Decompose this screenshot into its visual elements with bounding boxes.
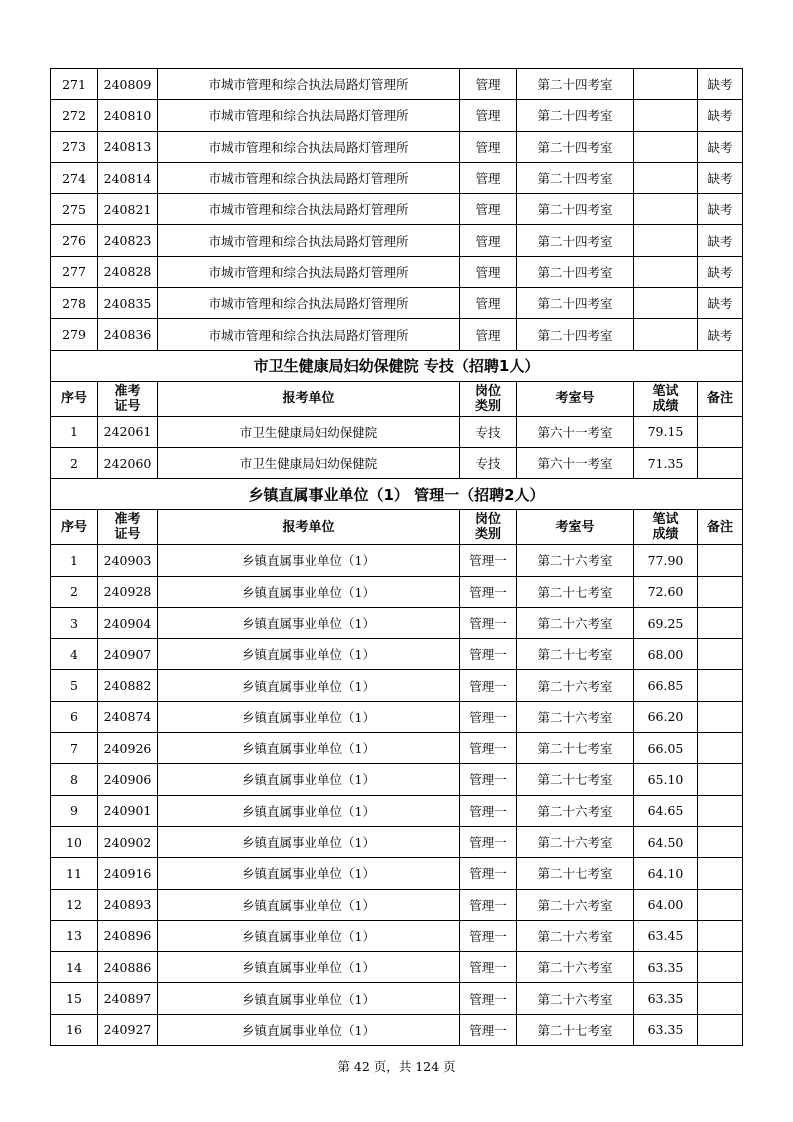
room-cell: 第二十七考室 <box>517 639 634 670</box>
column-header: 报考单位 <box>158 381 460 416</box>
exam-id-cell: 240916 <box>98 858 158 889</box>
unit-cell: 乡镇直属事业单位（1） <box>158 639 460 670</box>
remark-cell <box>698 416 743 447</box>
score-cell <box>634 162 698 193</box>
column-header: 序号 <box>51 510 98 545</box>
exam-id-cell: 240821 <box>98 194 158 225</box>
seq-cell: 14 <box>51 952 98 983</box>
unit-cell: 市城市管理和综合执法局路灯管理所 <box>158 69 460 100</box>
table-row <box>51 194 743 225</box>
room-cell: 第二十六考室 <box>517 952 634 983</box>
room-cell: 第二十四考室 <box>517 162 634 193</box>
table-row <box>51 795 743 826</box>
exam-id-cell: 240906 <box>98 764 158 795</box>
room-cell: 第二十六考室 <box>517 607 634 638</box>
score-cell: 64.00 <box>634 889 698 920</box>
score-cell <box>634 319 698 350</box>
column-header: 笔试 成绩 <box>634 510 698 545</box>
remark-cell: 缺考 <box>698 100 743 131</box>
table-row <box>51 288 743 319</box>
score-cell: 71.35 <box>634 447 698 478</box>
room-cell: 第六十一考室 <box>517 447 634 478</box>
room-cell: 第二十四考室 <box>517 288 634 319</box>
column-header: 考室号 <box>517 381 634 416</box>
score-cell <box>634 225 698 256</box>
remark-cell: 缺考 <box>698 225 743 256</box>
score-cell: 77.90 <box>634 545 698 576</box>
remark-cell <box>698 639 743 670</box>
remark-cell: 缺考 <box>698 131 743 162</box>
page-footer: 第 42 页，共 124 页 <box>337 1059 456 1074</box>
post-type-cell: 管理 <box>460 319 517 350</box>
unit-cell: 乡镇直属事业单位（1） <box>158 607 460 638</box>
remark-cell <box>698 889 743 920</box>
post-type-cell: 管理 <box>460 225 517 256</box>
remark-cell <box>698 733 743 764</box>
unit-cell: 乡镇直属事业单位（1） <box>158 826 460 857</box>
column-header: 考室号 <box>517 510 634 545</box>
unit-cell: 乡镇直属事业单位（1） <box>158 983 460 1014</box>
column-header: 准考 证号 <box>98 510 158 545</box>
score-cell <box>634 256 698 287</box>
score-cell: 66.05 <box>634 733 698 764</box>
remark-cell <box>698 576 743 607</box>
unit-cell: 市城市管理和综合执法局路灯管理所 <box>158 319 460 350</box>
table-row <box>51 1014 743 1045</box>
seq-cell: 278 <box>51 288 98 319</box>
column-header: 备注 <box>698 510 743 545</box>
room-cell: 第二十四考室 <box>517 319 634 350</box>
exam-id-cell: 242060 <box>98 447 158 478</box>
unit-cell: 市卫生健康局妇幼保健院 <box>158 416 460 447</box>
table-row <box>51 639 743 670</box>
score-cell: 64.10 <box>634 858 698 889</box>
column-header: 笔试 成绩 <box>634 381 698 416</box>
score-cell <box>634 69 698 100</box>
post-type-cell: 管理一 <box>460 545 517 576</box>
unit-cell: 乡镇直属事业单位（1） <box>158 795 460 826</box>
room-cell: 第二十六考室 <box>517 920 634 951</box>
unit-cell: 乡镇直属事业单位（1） <box>158 952 460 983</box>
unit-cell: 乡镇直属事业单位（1） <box>158 670 460 701</box>
room-cell: 第二十六考室 <box>517 795 634 826</box>
exam-id-cell: 240882 <box>98 670 158 701</box>
table-row <box>51 983 743 1014</box>
room-cell: 第二十六考室 <box>517 826 634 857</box>
post-type-cell: 管理一 <box>460 701 517 732</box>
room-cell: 第二十四考室 <box>517 225 634 256</box>
section-title-row <box>51 479 743 510</box>
unit-cell: 市城市管理和综合执法局路灯管理所 <box>158 288 460 319</box>
seq-cell: 2 <box>51 447 98 478</box>
exam-id-cell: 242061 <box>98 416 158 447</box>
score-cell: 64.65 <box>634 795 698 826</box>
post-type-cell: 管理一 <box>460 670 517 701</box>
seq-cell: 6 <box>51 701 98 732</box>
remark-cell <box>698 952 743 983</box>
seq-cell: 8 <box>51 764 98 795</box>
exam-id-cell: 240907 <box>98 639 158 670</box>
seq-cell: 272 <box>51 100 98 131</box>
post-type-cell: 管理一 <box>460 858 517 889</box>
table-row <box>51 670 743 701</box>
room-cell: 第二十六考室 <box>517 983 634 1014</box>
room-cell: 第二十四考室 <box>517 256 634 287</box>
column-header: 报考单位 <box>158 510 460 545</box>
remark-cell <box>698 858 743 889</box>
post-type-cell: 管理 <box>460 194 517 225</box>
seq-cell: 5 <box>51 670 98 701</box>
room-cell: 第二十四考室 <box>517 194 634 225</box>
post-type-cell: 管理一 <box>460 983 517 1014</box>
room-cell: 第二十六考室 <box>517 889 634 920</box>
post-type-cell: 管理 <box>460 69 517 100</box>
column-header: 准考 证号 <box>98 381 158 416</box>
table-row <box>51 858 743 889</box>
table-row <box>51 225 743 256</box>
exam-id-cell: 240893 <box>98 889 158 920</box>
score-cell: 63.35 <box>634 952 698 983</box>
post-type-cell: 管理 <box>460 131 517 162</box>
room-cell: 第二十四考室 <box>517 69 634 100</box>
remark-cell <box>698 983 743 1014</box>
remark-cell: 缺考 <box>698 194 743 225</box>
score-cell: 66.20 <box>634 701 698 732</box>
room-cell: 第二十七考室 <box>517 1014 634 1045</box>
results-table-body <box>51 69 743 1046</box>
exam-id-cell: 240813 <box>98 131 158 162</box>
exam-id-cell: 240886 <box>98 952 158 983</box>
exam-id-cell: 240810 <box>98 100 158 131</box>
score-cell: 63.35 <box>634 983 698 1014</box>
exam-id-cell: 240902 <box>98 826 158 857</box>
post-type-cell: 管理一 <box>460 733 517 764</box>
unit-cell: 市城市管理和综合执法局路灯管理所 <box>158 162 460 193</box>
exam-id-cell: 240901 <box>98 795 158 826</box>
exam-id-cell: 240903 <box>98 545 158 576</box>
exam-id-cell: 240836 <box>98 319 158 350</box>
score-cell: 79.15 <box>634 416 698 447</box>
table-row <box>51 701 743 732</box>
remark-cell: 缺考 <box>698 256 743 287</box>
room-cell: 第二十六考室 <box>517 545 634 576</box>
seq-cell: 7 <box>51 733 98 764</box>
unit-cell: 乡镇直属事业单位（1） <box>158 576 460 607</box>
table-row <box>51 256 743 287</box>
unit-cell: 乡镇直属事业单位（1） <box>158 889 460 920</box>
post-type-cell: 管理一 <box>460 826 517 857</box>
post-type-cell: 管理一 <box>460 607 517 638</box>
exam-id-cell: 240835 <box>98 288 158 319</box>
table-row <box>51 889 743 920</box>
table-row <box>51 952 743 983</box>
table-row <box>51 920 743 951</box>
remark-cell: 缺考 <box>698 288 743 319</box>
seq-cell: 9 <box>51 795 98 826</box>
post-type-cell: 管理一 <box>460 1014 517 1045</box>
remark-cell: 缺考 <box>698 162 743 193</box>
exam-id-cell: 240926 <box>98 733 158 764</box>
table-row <box>51 162 743 193</box>
seq-cell: 274 <box>51 162 98 193</box>
room-cell: 第二十七考室 <box>517 733 634 764</box>
table-row <box>51 69 743 100</box>
seq-cell: 1 <box>51 545 98 576</box>
exam-id-cell: 240823 <box>98 225 158 256</box>
seq-cell: 16 <box>51 1014 98 1045</box>
score-cell: 63.35 <box>634 1014 698 1045</box>
remark-cell <box>698 920 743 951</box>
room-cell: 第二十六考室 <box>517 701 634 732</box>
post-type-cell: 管理一 <box>460 576 517 607</box>
post-type-cell: 管理一 <box>460 889 517 920</box>
column-header: 备注 <box>698 381 743 416</box>
unit-cell: 乡镇直属事业单位（1） <box>158 858 460 889</box>
remark-cell <box>698 607 743 638</box>
unit-cell: 乡镇直属事业单位（1） <box>158 920 460 951</box>
score-cell: 68.00 <box>634 639 698 670</box>
room-cell: 第二十七考室 <box>517 764 634 795</box>
exam-id-cell: 240904 <box>98 607 158 638</box>
room-cell: 第二十四考室 <box>517 100 634 131</box>
seq-cell: 1 <box>51 416 98 447</box>
score-cell <box>634 288 698 319</box>
table-row <box>51 545 743 576</box>
table-row <box>51 764 743 795</box>
table-row <box>51 131 743 162</box>
unit-cell: 市城市管理和综合执法局路灯管理所 <box>158 100 460 131</box>
seq-cell: 271 <box>51 69 98 100</box>
post-type-cell: 管理一 <box>460 952 517 983</box>
room-cell: 第二十六考室 <box>517 670 634 701</box>
unit-cell: 乡镇直属事业单位（1） <box>158 733 460 764</box>
unit-cell: 市城市管理和综合执法局路灯管理所 <box>158 256 460 287</box>
column-header: 岗位 类别 <box>460 510 517 545</box>
remark-cell: 缺考 <box>698 69 743 100</box>
seq-cell: 279 <box>51 319 98 350</box>
seq-cell: 10 <box>51 826 98 857</box>
score-cell <box>634 131 698 162</box>
table-row <box>51 447 743 478</box>
score-cell: 64.50 <box>634 826 698 857</box>
room-cell: 第六十一考室 <box>517 416 634 447</box>
post-type-cell: 管理一 <box>460 764 517 795</box>
seq-cell: 3 <box>51 607 98 638</box>
remark-cell <box>698 795 743 826</box>
header-row <box>51 510 743 545</box>
seq-cell: 273 <box>51 131 98 162</box>
remark-cell <box>698 670 743 701</box>
remark-cell <box>698 545 743 576</box>
exam-id-cell: 240828 <box>98 256 158 287</box>
room-cell: 第二十四考室 <box>517 131 634 162</box>
score-cell: 69.25 <box>634 607 698 638</box>
table-row <box>51 576 743 607</box>
post-type-cell: 专技 <box>460 416 517 447</box>
table-row <box>51 607 743 638</box>
exam-id-cell: 240897 <box>98 983 158 1014</box>
seq-cell: 13 <box>51 920 98 951</box>
column-header: 序号 <box>51 381 98 416</box>
table-row <box>51 826 743 857</box>
score-cell <box>634 194 698 225</box>
seq-cell: 12 <box>51 889 98 920</box>
remark-cell <box>698 1014 743 1045</box>
post-type-cell: 管理一 <box>460 795 517 826</box>
exam-id-cell: 240927 <box>98 1014 158 1045</box>
seq-cell: 2 <box>51 576 98 607</box>
score-cell: 65.10 <box>634 764 698 795</box>
remark-cell: 缺考 <box>698 319 743 350</box>
room-cell: 第二十七考室 <box>517 858 634 889</box>
remark-cell <box>698 447 743 478</box>
post-type-cell: 管理一 <box>460 920 517 951</box>
table-row <box>51 733 743 764</box>
unit-cell: 市卫生健康局妇幼保健院 <box>158 447 460 478</box>
section-title-row <box>51 350 743 381</box>
remark-cell <box>698 826 743 857</box>
table-row <box>51 100 743 131</box>
post-type-cell: 管理 <box>460 162 517 193</box>
column-header: 岗位 类别 <box>460 381 517 416</box>
seq-cell: 275 <box>51 194 98 225</box>
unit-cell: 乡镇直属事业单位（1） <box>158 764 460 795</box>
post-type-cell: 管理 <box>460 256 517 287</box>
exam-id-cell: 240814 <box>98 162 158 193</box>
post-type-cell: 管理 <box>460 100 517 131</box>
exam-id-cell: 240874 <box>98 701 158 732</box>
seq-cell: 15 <box>51 983 98 1014</box>
results-table <box>50 68 743 1046</box>
seq-cell: 11 <box>51 858 98 889</box>
unit-cell: 市城市管理和综合执法局路灯管理所 <box>158 225 460 256</box>
exam-id-cell: 240896 <box>98 920 158 951</box>
unit-cell: 乡镇直属事业单位（1） <box>158 701 460 732</box>
room-cell: 第二十七考室 <box>517 576 634 607</box>
score-cell: 72.60 <box>634 576 698 607</box>
seq-cell: 277 <box>51 256 98 287</box>
post-type-cell: 管理一 <box>460 639 517 670</box>
exam-id-cell: 240928 <box>98 576 158 607</box>
unit-cell: 市城市管理和综合执法局路灯管理所 <box>158 194 460 225</box>
section-title: 市卫生健康局妇幼保健院 专技（招聘1人） <box>51 350 743 381</box>
table-row <box>51 319 743 350</box>
unit-cell: 乡镇直属事业单位（1） <box>158 1014 460 1045</box>
header-row <box>51 381 743 416</box>
score-cell <box>634 100 698 131</box>
seq-cell: 276 <box>51 225 98 256</box>
score-cell: 63.45 <box>634 920 698 951</box>
remark-cell <box>698 701 743 732</box>
remark-cell <box>698 764 743 795</box>
post-type-cell: 管理 <box>460 288 517 319</box>
score-cell: 66.85 <box>634 670 698 701</box>
seq-cell: 4 <box>51 639 98 670</box>
table-row <box>51 416 743 447</box>
post-type-cell: 专技 <box>460 447 517 478</box>
unit-cell: 市城市管理和综合执法局路灯管理所 <box>158 131 460 162</box>
unit-cell: 乡镇直属事业单位（1） <box>158 545 460 576</box>
section-title: 乡镇直属事业单位（1） 管理一（招聘2人） <box>51 479 743 510</box>
exam-id-cell: 240809 <box>98 69 158 100</box>
